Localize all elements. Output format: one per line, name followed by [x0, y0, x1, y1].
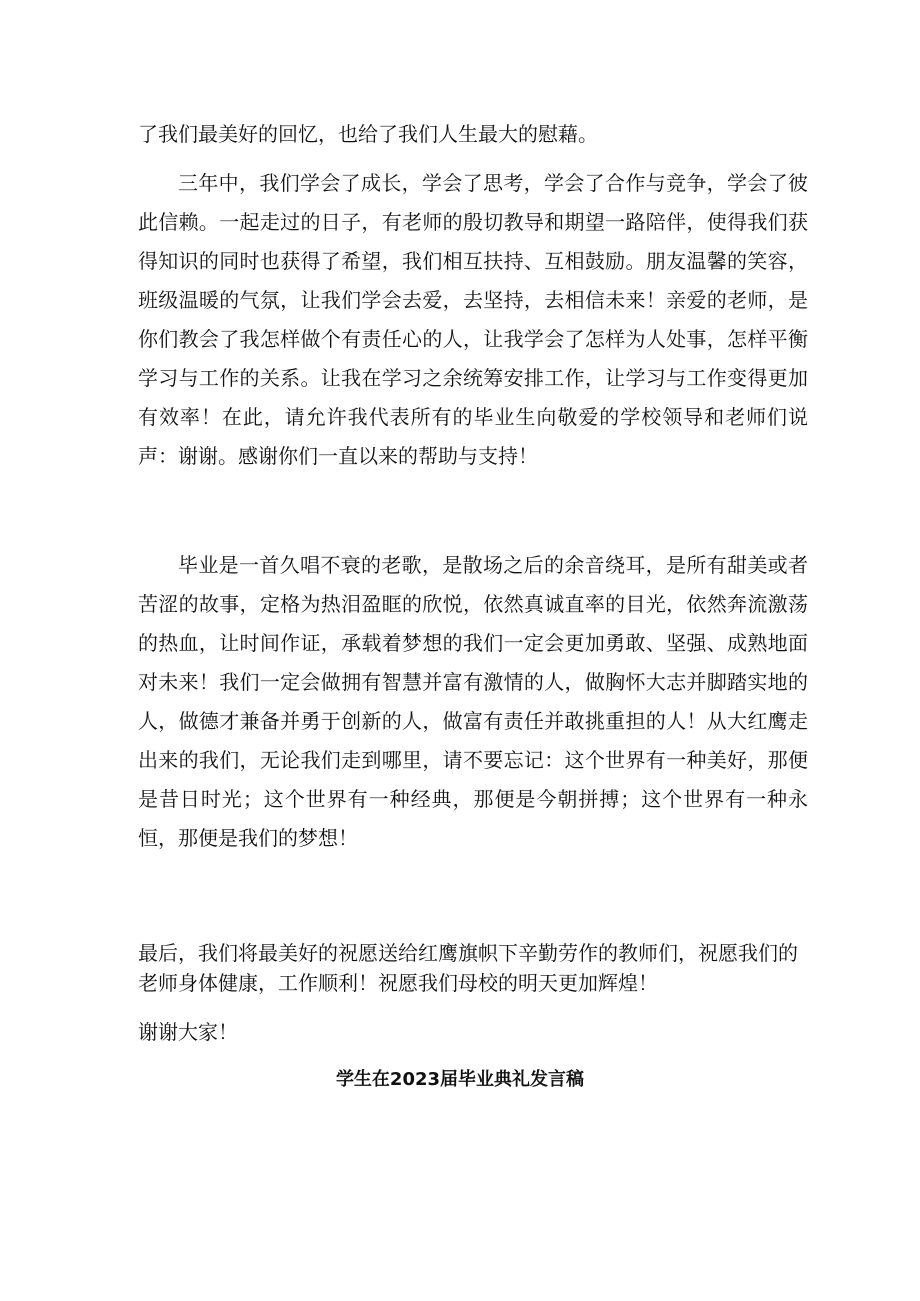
paragraph-continuation: 了我们最美好的回忆，也给了我们人生最大的慰藉。 — [138, 122, 598, 146]
paragraph-closing-wishes: 最后，我们将最美好的祝愿送给红鹰旗帜下辛勤劳作的教师们，祝愿我们的老师身体健康，工作顺利！祝愿我们母校的明天更加辉煌！ — [138, 941, 798, 995]
next-speech-title: 学生在2023届毕业典礼发言稿 — [335, 1069, 585, 1090]
paragraph-graduation: 毕业是一首久唱不衰的老歌，是散场之后的余音绕耳，是所有甜美或者苦涩的故事，定格为热泪盈眶的欣悦，依然真诚直率的目光，依然奔流激荡的热血，让时间作证，承载着梦想的我们一定会更加勇敢、坚强、成熟地面对未来！我们一定会做拥有智慧并富有激情的人，做胸怀大志并脚踏实地的人，做德才兼备并勇于创新的人，做富有责任并敢挑重担的人！从大红鹰走出来的我们，无论我们走到哪里，请不要忘记：这个世界有一种美好，那便是昔日时光；这个世界有一种经典，那便是今朝拼搏；这个世界有一种永恒，那便是我们的梦想！ — [138, 553, 808, 850]
paragraph-three-years: 三年中，我们学会了成长，学会了思考，学会了合作与竞争，学会了彼此信赖。一起走过的日子，有老师的殷切教导和期望一路陪伴，使得我们获得知识的同时也获得了希望，我们相互扶持、互相鼓励。朋友温馨的笑容，班级温暖的气氛，让我们学会去爱，去坚持，去相信未来！亲爱的老师，是你们教会了我怎样做个有责任心的人，让我学会了怎样为人处事，怎样平衡学习与工作的关系。让我在学习之余统筹安排工作，让学习与工作变得更加有效率！在此，请允许我代表所有的毕业生向敬爱的学校领导和老师们说声：谢谢。感谢你们一直以来的帮助与支持！ — [138, 171, 808, 468]
paragraph-thanks: 谢谢大家！ — [138, 1020, 238, 1044]
